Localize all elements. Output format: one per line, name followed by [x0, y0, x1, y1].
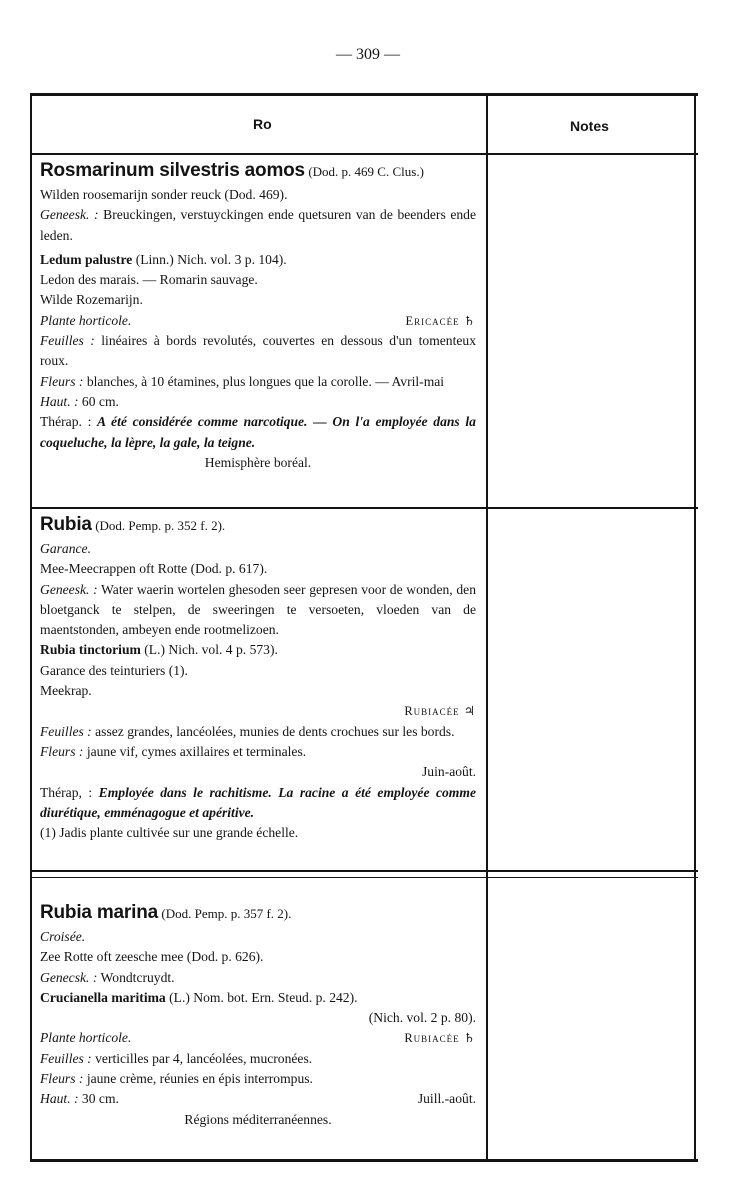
entry-line: Wilden roosemarijn sonder reuck (Dod. 469). [40, 187, 288, 202]
entry-line: Régions méditerranéennes. [184, 1111, 332, 1127]
species-name: Rubia tinctorium [40, 642, 141, 658]
entry-title: Rubia marina [40, 902, 158, 923]
entry-line [40, 331, 476, 372]
therap-text: A été considérée comme narcotique. — On l'a employée dans la coqueluche, la lèpre, la gale, la teigne. [40, 414, 476, 450]
entry-title-ref: (Dod. p. 469 C. Clus.) [308, 164, 424, 179]
entry-rubia-marina [40, 900, 476, 1130]
species-ref: (Linn.) Nich. vol. 3 p. 104). [135, 251, 287, 267]
label-haut: Haut. : [40, 393, 79, 409]
plant-type: Plante horticole. [40, 1030, 132, 1046]
entry-line: Zee Rotte oft zeesche mee (Dod. p. 626). [40, 949, 264, 965]
entry-line [40, 372, 476, 392]
label-fleurs: Fleurs : [40, 373, 84, 389]
label-fleurs: Fleurs : [40, 743, 84, 759]
header-notes: Notes [570, 118, 609, 134]
entry-line [40, 580, 476, 641]
entry-line [40, 742, 476, 762]
fleurs-text: jaune vif, cymes axillaires et terminales. [86, 743, 307, 759]
table-top-border [30, 93, 698, 96]
species-name: Ledum palustre [40, 251, 133, 267]
page-number: — 309 — [336, 46, 400, 63]
label-feuilles: Feuilles : [40, 1050, 92, 1066]
entry-title-ref: (Dod. Pemp. p. 357 f. 2). [161, 906, 292, 921]
entry-line [40, 701, 476, 721]
flowering-period: Juill.-août. [417, 1091, 476, 1107]
table-left-border [30, 93, 32, 1162]
entry-line: Garance. [40, 541, 91, 556]
header-ro: Ro [253, 116, 272, 132]
haut-text: 60 cm. [81, 393, 119, 409]
feuilles-text: assez grandes, lancéolées, munies de dents crochues sur les bords. [95, 723, 455, 739]
column-divider [486, 93, 488, 1162]
table-right-border [694, 93, 696, 1162]
entry-line: Mee-Meecrappen oft Rotte (Dod. p. 617). [40, 561, 268, 577]
geneesk-text: Breuckingen, verstuyckingen ende quetsuren van de beenders ende leden. [40, 207, 476, 243]
entry-line: Croisée. [40, 929, 86, 944]
entry-line [40, 392, 476, 412]
entry-line: (Nich. vol. 2 p. 80). [368, 1010, 476, 1026]
family-label: Rubiacée ♃ [404, 704, 476, 719]
haut-text: 30 cm. [81, 1091, 119, 1107]
entry-line [40, 640, 476, 660]
label-fleurs: Fleurs : [40, 1071, 84, 1087]
entry-line [40, 1049, 476, 1069]
species-name: Crucianella maritima [40, 989, 166, 1005]
family-label: Rubiacée ♄ [404, 1031, 476, 1046]
entry-line: Ledon des marais. — Romarin sauvage. [40, 272, 258, 288]
entry-title-ref: (Dod. Pemp. p. 352 f. 2). [95, 518, 226, 533]
species-ref: (L.) Nich. vol. 4 p. 573). [144, 642, 278, 658]
geneesk-text: Wondtcruydt. [100, 969, 175, 985]
entry-line: Wilde Rozemarijn. [40, 292, 143, 308]
section-divider-1 [30, 507, 698, 509]
entry-line [40, 968, 476, 988]
entry-line: Garance des teinturiers (1). [40, 662, 188, 678]
label-geneesk: Geneesk. : [40, 581, 98, 597]
entry-line: Juin-août. [422, 764, 476, 780]
label-feuilles: Feuilles : [40, 723, 92, 739]
entry-rosmarinum [40, 158, 476, 473]
label-therap: Thérap, : [40, 784, 93, 800]
header-rule [30, 153, 698, 155]
entry-line [40, 722, 476, 742]
entry-line [40, 1069, 476, 1089]
entry-title: Rosmarinum silvestris aomos [40, 160, 305, 181]
entry-line: Meekrap. [40, 683, 92, 699]
entry-rubia [40, 512, 476, 843]
entry-line [40, 205, 476, 246]
plant-type: Plante horticole. [40, 312, 132, 328]
feuilles-text: verticilles par 4, lancéolées, mucronées. [95, 1050, 313, 1066]
entry-line: Hemisphère boréal. [204, 454, 312, 470]
species-ref: (L.) Nom. bot. Ern. Steud. p. 242). [169, 989, 358, 1005]
table-bottom-border [30, 1159, 698, 1162]
label-haut: Haut. : [40, 1091, 79, 1107]
label-geneesk: Genecsk. : [40, 969, 98, 985]
label-feuilles: Feuilles : [40, 333, 95, 349]
geneesk-text: Water waerin wortelen ghesoden seer gepresen voor de wonden, den bloetganck te stelpen, de sweeringen te versoeten, vloeden van de maentstonden, ambeyen ende rootmelizoen. [40, 581, 476, 638]
entry-line [40, 1028, 476, 1048]
label-geneesk: Geneesk. : [40, 207, 99, 223]
entry-line [40, 250, 476, 270]
fleurs-text: jaune crème, réunies en épis interrompus. [86, 1071, 313, 1087]
entry-line [40, 783, 476, 824]
section-divider-2 [30, 870, 698, 872]
therap-text: Employée dans le rachitisme. La racine a été employée comme diurétique, emménagogue et apéritive. [40, 784, 476, 820]
footnote: (1) Jadis plante cultivée sur une grande échelle. [40, 825, 299, 841]
entry-line [40, 311, 476, 331]
entry-line [40, 988, 476, 1008]
fleurs-text: blanches, à 10 étamines, plus longues que la corolle. — Avril-mai [86, 373, 445, 389]
section-divider-2b [30, 877, 698, 878]
label-therap: Thérap. : [40, 414, 92, 430]
family-label: Ericacée ♄ [405, 313, 476, 328]
entry-line [40, 1089, 476, 1109]
entry-line [40, 412, 476, 453]
feuilles-text: linéaires à bords revolutés, couvertes en dessous d'un tomenteux roux. [40, 333, 477, 369]
entry-title: Rubia [40, 514, 92, 535]
